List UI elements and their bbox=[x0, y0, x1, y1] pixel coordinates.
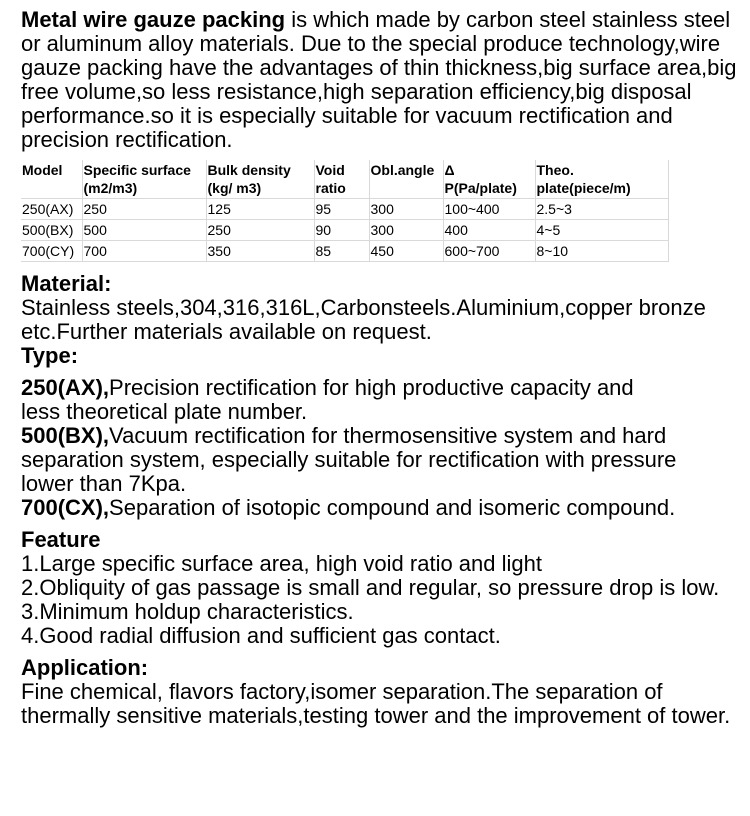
table-header-cell: Bulk density (kg/ m3) bbox=[206, 160, 314, 199]
table-cell: 4~5 bbox=[535, 220, 668, 241]
type-item bbox=[21, 376, 661, 424]
material-section bbox=[21, 272, 750, 344]
application-text: Fine chemical, flavors factory,isomer separation.The separation of thermally sensitive materials,testing tower and the improvement of tower. bbox=[21, 679, 731, 728]
intro-text: is which made by carbon steel stainless steel or aluminum alloy materials. Due to the special produce technology,wire gauze packing have the advantages of thin thickness,big surface area,big free volume,so less resistance,high separation efficiency,big disposal performance.so it is especially suitable for vacuum rectification and precision rectification. bbox=[21, 7, 737, 152]
table-cell: 600~700 bbox=[443, 241, 535, 262]
table-header-row bbox=[21, 160, 668, 199]
type-code: 700(CX), bbox=[21, 495, 110, 520]
table-cell: 500(BX) bbox=[21, 220, 82, 241]
table-header-cell: Specific surface (m2/m3) bbox=[82, 160, 206, 199]
table-cell: 700 bbox=[82, 241, 206, 262]
table-cell: 85 bbox=[314, 241, 369, 262]
type-section bbox=[21, 344, 750, 520]
table-cell: 250 bbox=[82, 199, 206, 220]
feature-heading: Feature bbox=[21, 527, 101, 552]
type-code: 500(BX), bbox=[21, 423, 110, 448]
type-code: 250(AX), bbox=[21, 375, 110, 400]
type-item bbox=[21, 424, 681, 496]
feature-item: 3.Minimum holdup characteristics. bbox=[21, 599, 354, 624]
table-cell: 2.5~3 bbox=[535, 199, 668, 220]
table-row bbox=[21, 199, 668, 220]
table-cell: 700(CY) bbox=[21, 241, 82, 262]
material-text: Stainless steels,304,316,316L,Carbonsteels.Aluminium,copper bronze etc.Further materials available on request. bbox=[21, 295, 706, 344]
table-cell: 400 bbox=[443, 220, 535, 241]
table-cell: 125 bbox=[206, 199, 314, 220]
table-header-cell: Obl.angle bbox=[369, 160, 443, 199]
table-row bbox=[21, 220, 668, 241]
table-header-cell: Theo. plate(piece/m) bbox=[535, 160, 668, 199]
table-cell: 95 bbox=[314, 199, 369, 220]
type-description: Separation of isotopic compound and isomeric compound. bbox=[109, 495, 676, 520]
table-header-cell: Void ratio bbox=[314, 160, 369, 199]
table-cell: 90 bbox=[314, 220, 369, 241]
type-description: Precision rectification for high productive capacity and less theoretical plate number. bbox=[21, 375, 634, 424]
table-cell: 500 bbox=[82, 220, 206, 241]
table-header-cell: Δ P(Pa/plate) bbox=[443, 160, 535, 199]
feature-item: 1.Large specific surface area, high void ratio and light bbox=[21, 551, 542, 576]
table-cell: 250(AX) bbox=[21, 199, 82, 220]
type-heading: Type: bbox=[21, 343, 79, 368]
table-cell: 100~400 bbox=[443, 199, 535, 220]
type-item bbox=[21, 496, 746, 520]
table-cell: 300 bbox=[369, 220, 443, 241]
feature-item: 4.Good radial diffusion and sufficient gas contact. bbox=[21, 623, 501, 648]
spec-table bbox=[21, 160, 669, 262]
table-cell: 8~10 bbox=[535, 241, 668, 262]
material-heading: Material: bbox=[21, 271, 112, 296]
type-description: Vacuum rectification for thermosensitive system and hard separation system, especially suitable for rectification with pressure lower than 7Kpa. bbox=[21, 423, 677, 496]
table-cell: 350 bbox=[206, 241, 314, 262]
table-cell: 300 bbox=[369, 199, 443, 220]
application-heading: Application: bbox=[21, 655, 149, 680]
table-row bbox=[21, 241, 668, 262]
application-section bbox=[21, 656, 750, 728]
table-cell: 250 bbox=[206, 220, 314, 241]
intro-title: Metal wire gauze packing bbox=[21, 7, 286, 32]
table-cell: 450 bbox=[369, 241, 443, 262]
feature-item: 2.Obliquity of gas passage is small and regular, so pressure drop is low. bbox=[21, 575, 720, 600]
feature-section bbox=[21, 528, 750, 648]
table-header-cell: Model bbox=[21, 160, 82, 199]
intro-paragraph bbox=[21, 8, 746, 152]
